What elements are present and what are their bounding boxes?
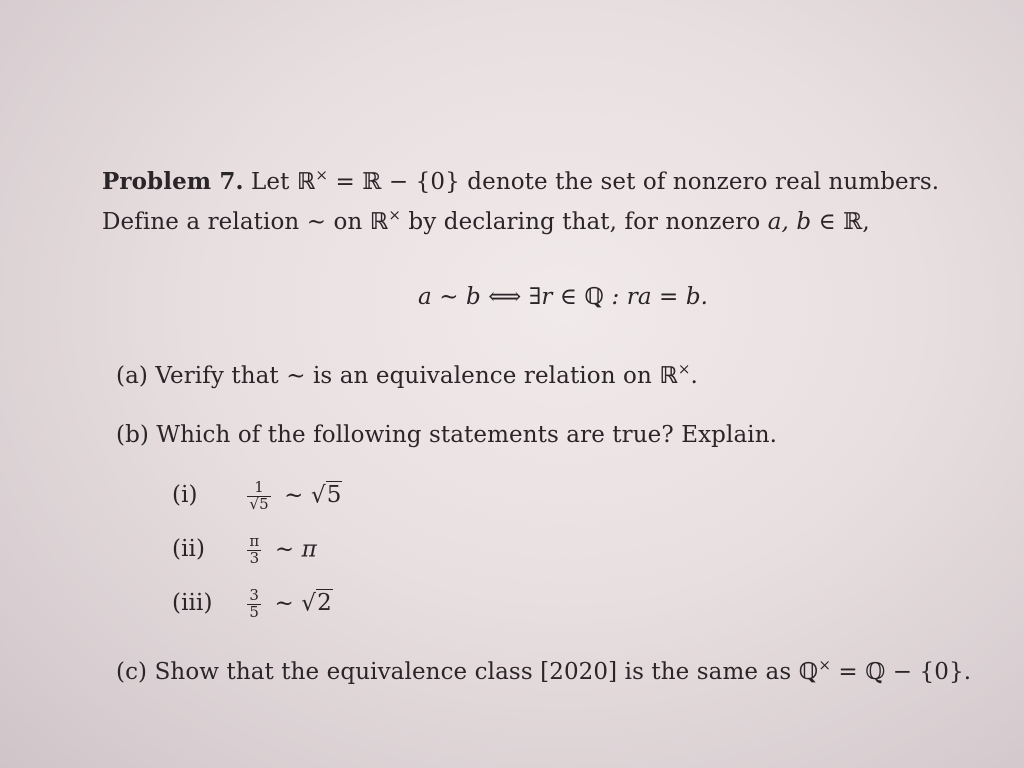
reals-symbol-3: ℝ xyxy=(659,363,678,389)
item-iii-fraction xyxy=(247,588,261,621)
item-i-numerator: 1 xyxy=(254,478,264,496)
item-ii-label: (ii) xyxy=(172,536,206,563)
part-c xyxy=(116,656,971,685)
item-iii-label: (iii) xyxy=(172,590,213,617)
part-b xyxy=(116,422,777,448)
part-a-end: . xyxy=(690,363,698,389)
define-relation-text: Define a relation ∼ on xyxy=(102,209,363,235)
part-a-label: (a) xyxy=(116,363,148,389)
exists-r: ∃r ∈ xyxy=(528,284,577,310)
reals-symbol: ℝ xyxy=(296,169,316,195)
item-iii-sqrt-sign: √ xyxy=(301,590,317,617)
rationals-symbol-2: ℚ xyxy=(798,659,819,685)
times-superscript-2: × xyxy=(388,206,401,224)
iff-arrow: ⟺ xyxy=(488,284,522,310)
part-b-label: (b) xyxy=(116,422,149,448)
problem-line-1 xyxy=(102,166,939,195)
set-definition: = ℝ − {0} xyxy=(335,169,460,195)
part-b-text: Which of the following statements are true? Explain. xyxy=(156,422,778,448)
item-i-sqrt-sign: √ xyxy=(310,482,326,509)
a-b-variables: a, b xyxy=(767,209,812,235)
line2-tail: by declaring that, for nonzero xyxy=(408,209,761,235)
relation-definition xyxy=(418,284,708,310)
times-superscript-3: × xyxy=(677,360,691,378)
item-iii-relation: ∼ xyxy=(274,590,294,617)
in-reals: ∈ ℝ, xyxy=(818,209,870,235)
item-i xyxy=(172,480,342,513)
item-iii-radicand: 2 xyxy=(317,590,332,617)
item-iii xyxy=(172,588,333,621)
times-superscript: × xyxy=(315,166,329,184)
reals-symbol-2: ℝ xyxy=(369,209,389,235)
times-superscript-4: × xyxy=(818,656,831,674)
item-i-radicand: 5 xyxy=(326,482,342,509)
item-ii-numerator: π xyxy=(249,532,260,550)
part-c-label: (c) xyxy=(116,659,148,685)
part-a xyxy=(116,360,698,389)
part-c-text: Show that the equivalence class [2020] is the same as xyxy=(154,659,792,685)
item-ii-relation: ∼ xyxy=(274,536,295,563)
item-ii xyxy=(172,534,317,567)
item-i-fraction xyxy=(247,480,270,513)
item-i-denominator: √5 xyxy=(249,494,269,513)
item-i-label: (i) xyxy=(172,482,198,509)
problem-heading: Problem 7. xyxy=(102,168,244,195)
item-iii-numerator: 3 xyxy=(249,586,260,604)
item-ii-rhs: π xyxy=(301,536,317,563)
def-lhs: a ∼ b xyxy=(418,284,481,310)
item-i-relation: ∼ xyxy=(284,482,304,509)
part-c-tail: = ℚ − {0}. xyxy=(838,659,972,685)
part-a-text: Verify that ∼ is an equivalence relation on xyxy=(155,363,652,389)
item-ii-denominator: 3 xyxy=(247,550,261,567)
def-rhs: : ra = b. xyxy=(611,284,709,310)
item-iii-denominator: 5 xyxy=(249,602,260,621)
item-ii-fraction xyxy=(247,534,261,567)
rationals-symbol: ℚ xyxy=(584,284,605,310)
problem-line-2 xyxy=(102,206,870,235)
let-text: Let xyxy=(250,169,290,195)
line1-tail: denote the set of nonzero real numbers. xyxy=(467,169,940,195)
